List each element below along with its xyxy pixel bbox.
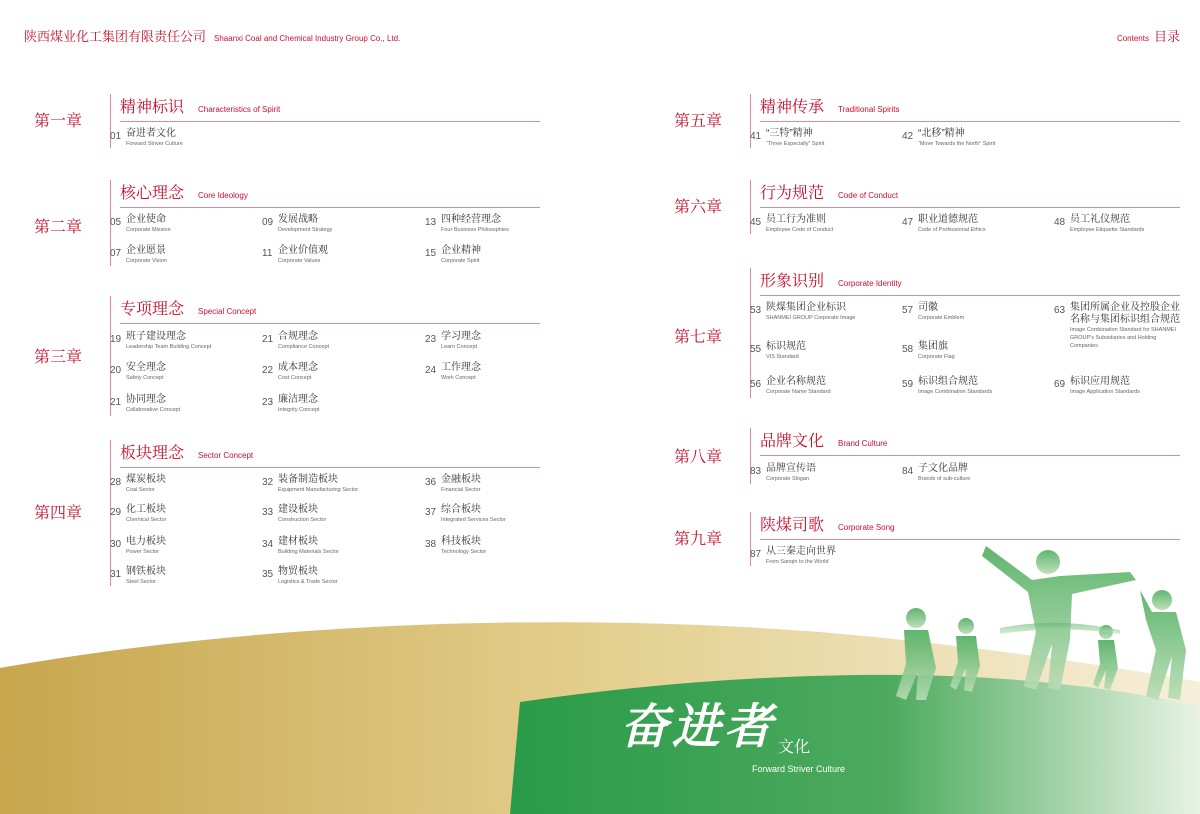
toc-entry[interactable] <box>110 536 166 556</box>
toc-title-cn: “三特”精神 <box>766 128 813 139</box>
chapter-rule <box>120 121 540 122</box>
toc-page-number: 11 <box>262 248 273 259</box>
toc-title-cn: 企业愿景 <box>126 245 166 256</box>
toc-title-en: Steel Sector <box>126 579 156 585</box>
toc-title-en: VIS Standard <box>766 354 799 360</box>
toc-title-en: Four Business Philosophies <box>441 227 509 233</box>
toc-entry[interactable] <box>425 362 481 382</box>
chapter-rule <box>760 455 1180 456</box>
toc-title-en: Learn Concept <box>441 344 478 350</box>
toc-title-cn: 成本理念 <box>278 362 318 373</box>
toc-title-cn: 建材板块 <box>278 536 318 547</box>
toc-title-cn: 子文化品牌 <box>918 463 968 474</box>
toc-entry[interactable] <box>262 504 326 524</box>
toc-title-en: Corporate Values <box>278 258 321 264</box>
chapter-label: 第八章 <box>674 449 723 466</box>
toc-title-cn: 钢铁板块 <box>126 566 166 577</box>
toc-page-number: 07 <box>110 248 122 259</box>
toc-page-number: 59 <box>902 379 914 390</box>
chapter-rule <box>120 207 540 208</box>
toc-page-number: 22 <box>262 365 274 376</box>
toc-title-cn: 电力板块 <box>126 536 166 547</box>
toc-title-en: Cost Concept <box>278 375 312 381</box>
toc-title-cn: 化工板块 <box>126 504 166 515</box>
toc-entry[interactable] <box>262 394 320 414</box>
chapter-8 <box>674 428 1184 488</box>
chapter-heading <box>760 428 887 451</box>
toc-title-en: Building Materials Sector <box>278 549 339 555</box>
toc-title-cn: 煤炭板块 <box>126 474 166 485</box>
chapter-heading <box>120 94 280 117</box>
toc-entry[interactable] <box>262 362 318 382</box>
toc-entry[interactable] <box>902 302 964 322</box>
toc-page-number: 24 <box>425 365 437 376</box>
toc-title-cn: 班子建设理念 <box>126 331 186 342</box>
logo-subtitle-cn: 文化 <box>778 739 811 756</box>
toc-page-number: 69 <box>1054 379 1066 390</box>
toc-page-number: 57 <box>902 305 914 316</box>
toc-page-number: 83 <box>750 466 762 477</box>
toc-title-en: Brands of sub-culture <box>918 476 971 482</box>
toc-title-cn: 奋进者文化 <box>126 128 176 139</box>
chapter-rule <box>760 207 1180 208</box>
toc-title-en: Corporate Emblem <box>918 315 965 321</box>
toc-title-en: Corporate Spirit <box>441 258 480 264</box>
chapter-1 <box>34 94 544 154</box>
header-contents <box>1117 26 1180 45</box>
toc-title-cn: “北移”精神 <box>918 128 965 139</box>
toc-title-en: Corporate Vision <box>126 258 167 264</box>
toc-title-en: Corporate Name Standard <box>766 389 831 395</box>
toc-page-number: 09 <box>262 217 274 228</box>
chapter-label: 第一章 <box>34 113 83 130</box>
chapter-2 <box>34 180 544 270</box>
toc-page-number: 33 <box>262 507 274 518</box>
toc-title-cn: 标识组合规范 <box>918 376 978 387</box>
toc-title-en: Code of Professional Ethics <box>918 227 986 233</box>
toc-title-en: Employee Code of Conduct <box>766 227 834 233</box>
toc-entry[interactable] <box>750 463 816 483</box>
toc-entry[interactable] <box>750 214 833 234</box>
toc-entry[interactable] <box>750 128 824 148</box>
toc-title-en: From Sanqin to the World <box>766 559 829 565</box>
toc-title-cn: 四种经营理念 <box>441 214 501 225</box>
toc-title-cn: 集团旗 <box>918 341 948 352</box>
chapter-title-cn: 核心理念 <box>120 185 185 202</box>
chapter-heading <box>760 268 902 291</box>
header-company <box>24 26 400 45</box>
toc-title-cn: 企业精神 <box>441 245 481 256</box>
toc-entry[interactable] <box>262 566 338 586</box>
chapter-title-en: Code of Conduct <box>838 191 899 200</box>
toc-title-en: Technology Sector <box>441 549 487 555</box>
toc-entry[interactable] <box>425 245 481 265</box>
toc-entry[interactable] <box>110 566 166 586</box>
chapter-4 <box>34 440 544 590</box>
toc-entry[interactable] <box>902 214 986 234</box>
toc-page-number: 20 <box>110 365 122 376</box>
toc-entry[interactable] <box>262 331 329 351</box>
chapter-heading <box>760 94 900 117</box>
chapter-label: 第五章 <box>674 113 723 130</box>
toc-title-cn: 建设板块 <box>278 504 318 515</box>
toc-title-cn: 合规理念 <box>278 331 318 342</box>
toc-page-number: 47 <box>902 217 914 228</box>
toc-entry[interactable] <box>425 504 506 524</box>
toc-entry[interactable] <box>425 536 486 556</box>
toc-title-en: Power Sector <box>126 549 160 555</box>
toc-page-number: 42 <box>902 131 914 142</box>
toc-title-cn: 企业名称规范 <box>766 376 826 387</box>
toc-page-number: 53 <box>750 305 762 316</box>
toc-page-number: 23 <box>425 334 437 345</box>
chapter-heading <box>120 296 256 319</box>
toc-title-en: Collaborative Concept <box>126 407 181 413</box>
chapter-label: 第三章 <box>34 349 83 366</box>
toc-page-number: 36 <box>425 477 437 488</box>
toc-title-en: Chemical Sector <box>126 517 167 523</box>
toc-page-number: 21 <box>110 397 122 408</box>
toc-title-en: Corporate Mission <box>126 227 171 233</box>
toc-title-cn: 标识应用规范 <box>1070 376 1130 387</box>
toc-title-cn: 科技板块 <box>441 536 481 547</box>
contents-label-cn: 目录 <box>1153 29 1180 44</box>
chapter-heading <box>120 180 248 203</box>
toc-title-cn: 司徽 <box>918 302 938 313</box>
toc-entry[interactable] <box>425 474 481 494</box>
toc-page-number: 05 <box>110 217 122 228</box>
toc-title-cn: 集团所属企业及控股企业 <box>1070 302 1180 313</box>
chapter-rule <box>120 323 540 324</box>
chapter-6 <box>674 180 1184 240</box>
toc-page-number: 63 <box>1054 305 1066 316</box>
toc-title-en: Corporate Flag <box>918 354 955 360</box>
toc-title-cn: 陕煤集团企业标识 <box>766 302 846 313</box>
toc-title-en: Integrated Services Sector <box>441 517 506 523</box>
toc-entry[interactable] <box>425 331 481 351</box>
logo-subtitle-en: Forward Striver Culture <box>752 764 846 774</box>
toc-page-number: 29 <box>110 507 122 518</box>
toc-title-cn: 标识规范 <box>766 341 806 352</box>
chapter-title-cn: 精神标识 <box>120 99 185 116</box>
toc-page-number: 32 <box>262 477 274 488</box>
toc-entry[interactable] <box>110 128 183 148</box>
toc-page-number: 30 <box>110 539 122 550</box>
toc-title-en: Corporate Slogan <box>766 476 810 482</box>
toc-page-number: 37 <box>425 507 437 518</box>
chapter-heading <box>760 512 895 535</box>
chapter-title-cn: 品牌文化 <box>760 433 825 450</box>
toc-title-en-line3: Companies <box>1070 343 1098 349</box>
toc-title-cn: 品牌宣传语 <box>766 463 816 474</box>
toc-page-number: 38 <box>425 539 437 550</box>
toc-title-en: Development Strategy <box>278 227 333 233</box>
toc-entry[interactable] <box>902 463 970 483</box>
chapter-7 <box>674 268 1184 402</box>
toc-title-en: Compliance Concept <box>278 344 330 350</box>
toc-entry[interactable] <box>902 376 992 396</box>
chapter-title-cn: 形象识别 <box>760 273 825 290</box>
toc-title-en: Safety Concept <box>126 375 164 381</box>
toc-entry[interactable] <box>110 214 171 234</box>
toc-title-cn: 学习理念 <box>441 331 481 342</box>
toc-title-en: Work Concept <box>441 375 476 381</box>
chapter-rule <box>120 467 540 468</box>
contents-label-en: Contents <box>1116 34 1149 43</box>
toc-title-cn: 企业价值观 <box>278 245 328 256</box>
striver-culture-logo <box>620 688 846 774</box>
chapter-title-en: Brand Culture <box>838 439 888 448</box>
toc-title-cn: 从三秦走向世界 <box>766 546 836 557</box>
chapter-rule <box>760 295 1180 296</box>
chapter-label: 第六章 <box>674 199 723 216</box>
toc-entry[interactable] <box>110 331 211 351</box>
chapter-title-cn: 精神传承 <box>760 99 825 116</box>
toc-page-number: 01 <box>110 131 122 142</box>
toc-title-cn: 综合板块 <box>441 504 481 515</box>
chapter-title-cn: 专项理念 <box>120 301 185 318</box>
toc-title-en: Integrity Concept <box>278 407 320 413</box>
toc-title-en: SHANMEI GROUP Corporate Image <box>766 315 856 321</box>
chapter-3 <box>34 296 544 420</box>
toc-title-en: “Three Especially” Spirit <box>766 141 825 147</box>
toc-page-number: 28 <box>110 477 122 488</box>
toc-entry[interactable] <box>902 341 955 361</box>
toc-title-en: Coal Sector <box>126 487 155 493</box>
chapter-title-en: Corporate Identity <box>838 279 902 288</box>
toc-entry[interactable] <box>262 214 332 234</box>
toc-title-cn: 员工礼仪规范 <box>1070 214 1130 225</box>
chapter-label: 第九章 <box>674 531 723 548</box>
toc-title-cn: 安全理念 <box>126 362 166 373</box>
green-wave <box>510 675 1200 814</box>
toc-title-en: Leadership Team Building Concept <box>126 344 212 350</box>
chapter-label: 第七章 <box>674 329 723 346</box>
chapter-label: 第二章 <box>34 219 83 236</box>
toc-title-en: Image Combination Standard for SHANMEI <box>1070 327 1177 333</box>
toc-entry[interactable] <box>110 362 166 382</box>
toc-page-number: 48 <box>1054 217 1066 228</box>
company-name-cn: 陕西煤业化工集团有限责任公司 <box>24 29 207 44</box>
toc-entry[interactable] <box>750 341 806 361</box>
toc-title-en: Employee Etiquette Standards <box>1070 227 1145 233</box>
chapter-9 <box>674 512 1184 572</box>
company-name-en: Shaanxi Coal and Chemical Industry Group Co., Ltd. <box>214 34 401 43</box>
toc-title-cn-line2: 名称与集团标识组合规范 <box>1070 314 1180 325</box>
chapter-rule <box>760 121 1180 122</box>
toc-title-en: Image Application Standards <box>1070 389 1141 395</box>
toc-entry[interactable] <box>1054 302 1180 350</box>
logo-calligraphy: 奋进者 <box>620 699 777 755</box>
toc-entry[interactable] <box>262 536 339 556</box>
chapter-heading <box>120 440 253 463</box>
chapter-label: 第四章 <box>34 505 83 522</box>
toc-entry[interactable] <box>425 214 509 234</box>
toc-page-number: 35 <box>262 569 274 580</box>
toc-entry[interactable] <box>1054 376 1140 396</box>
toc-title-en: Image Combination Standards <box>918 389 993 395</box>
chapter-title-en: Special Concept <box>198 307 257 316</box>
toc-title-cn: 工作理念 <box>441 362 481 373</box>
toc-page-number: 15 <box>425 248 437 259</box>
toc-entry[interactable] <box>110 474 166 494</box>
toc-page-number: 23 <box>262 397 274 408</box>
toc-title-cn: 职业道德规范 <box>918 214 978 225</box>
toc-entry[interactable] <box>110 504 166 524</box>
toc-title-cn: 协同理念 <box>126 394 166 405</box>
toc-entry[interactable] <box>1054 214 1144 234</box>
toc-title-cn: 企业使命 <box>126 214 166 225</box>
chapter-title-en: Characteristics of Spirit <box>198 105 281 114</box>
toc-title-en-line2: GROUP's Subsidiaries and Holding <box>1070 335 1157 341</box>
chapter-title-cn: 行为规范 <box>760 185 825 202</box>
toc-entry[interactable] <box>262 474 358 494</box>
toc-title-en: Logistics & Trade Sector <box>278 579 338 585</box>
chapter-title-cn: 陕煤司歌 <box>760 517 825 534</box>
toc-page-number: 31 <box>110 569 122 580</box>
toc-page-number: 55 <box>750 344 762 355</box>
chapter-title-en: Core Ideology <box>198 191 248 200</box>
toc-title-en: “Move Towards the North” Spirit <box>918 141 996 147</box>
toc-title-cn: 物贸板块 <box>278 566 318 577</box>
toc-page-number: 21 <box>262 334 274 345</box>
toc-page-number: 19 <box>110 334 122 345</box>
toc-entry[interactable] <box>750 376 831 396</box>
toc-title-cn: 廉洁理念 <box>278 394 318 405</box>
toc-entry[interactable] <box>262 245 328 265</box>
toc-entry[interactable] <box>902 128 995 148</box>
toc-entry[interactable] <box>750 546 836 566</box>
toc-title-en: Equipment Manufacturing Sector <box>278 487 359 493</box>
toc-page-number: 87 <box>750 549 762 560</box>
chapter-5 <box>674 94 1184 154</box>
toc-title-en: Construction Sector <box>278 517 327 523</box>
toc-title-cn: 发展战略 <box>278 214 318 225</box>
toc-title-cn: 员工行为准则 <box>766 214 826 225</box>
chapter-rule <box>760 539 1180 540</box>
chapter-title-en: Corporate Song <box>838 523 895 532</box>
toc-page-number: 56 <box>750 379 762 390</box>
toc-page-number: 45 <box>750 217 762 228</box>
chapter-title-en: Sector Concept <box>198 451 254 460</box>
toc-page-number: 84 <box>902 466 914 477</box>
chapter-title-cn: 板块理念 <box>120 445 185 462</box>
toc-title-cn: 金融板块 <box>441 474 481 485</box>
toc-page-number: 41 <box>750 131 762 142</box>
chapter-heading <box>760 180 898 203</box>
toc-entry[interactable] <box>750 302 855 322</box>
chapter-title-en: Traditional Spirits <box>838 105 900 114</box>
toc-title-en: Forward Striver Culture <box>126 141 183 147</box>
toc-title-en: Financial Sector <box>441 487 481 493</box>
toc-entry[interactable] <box>110 245 167 265</box>
toc-title-cn: 装备制造板块 <box>278 474 338 485</box>
toc-page-number: 58 <box>902 344 914 355</box>
toc-entry[interactable] <box>110 394 180 414</box>
toc-page-number: 13 <box>425 217 437 228</box>
toc-page-number: 34 <box>262 539 274 550</box>
